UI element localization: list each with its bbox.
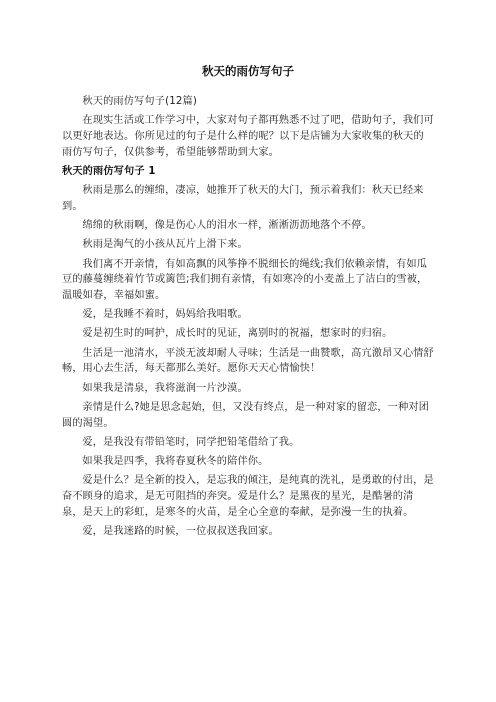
paragraph: 爱是什么？是全新的投入，是忘我的倾注，是纯真的洗礼，是勇敢的付出，是奋不顾身的追求，是无可阻挡的奔突。爱是什么？是黑夜的星光，是酷暑的清泉，是天上的彩虹，是寒冬的火苗，是全心全意的奉献，是弥漫一生的执着。 [62, 475, 434, 518]
paragraph: 秋天的雨仿写句子(12篇) [82, 96, 197, 107]
paragraph: 如果我是四季，我将春夏秋冬的陪伴你。 [82, 456, 269, 468]
paragraph: 爱，是我没有带铅笔时，同学把铅笔借给了我。 [82, 436, 300, 448]
paragraph: 我们离不开亲情，有如高飘的风筝挣不脱细长的绳线;我们依赖亲情，有如瓜豆的藤蔓缠绕着竹节或篱笆;我们拥有亲情，有如寒冷的小麦盖上了洁白的雪被，温暖如春，幸福如蜜。 [62, 258, 428, 302]
paragraph: 爱是初生时的呵护，成长时的见证，离别时的祝福，想家时的归宿。 [82, 328, 393, 340]
paragraph: 秋雨是那么的缠绵，凄凉，她推开了秋天的大门，预示着我们：秋天已经来到。 [62, 185, 424, 212]
paragraph: 如果我是清泉，我将滋润一片沙漠。 [82, 382, 248, 394]
document-title: 秋天的雨仿写句子 [202, 64, 294, 78]
paragraph: 爱，是我迷路的时候，一位叔叔送我回家。 [82, 525, 279, 537]
paragraph: 在现实生活或工作学习中，大家对句子都再熟悉不过了吧，借助句子，我们可以更好地表达。你所见过的句子是什么样的呢？以下是店铺为大家收集的秋天的雨仿写句子，仅供参考，希望能够帮助到大家。 [62, 115, 434, 158]
paragraph: 绵绵的秋雨啊，像是伤心人的泪水一样，淅淅沥沥地落个不停。 [82, 220, 372, 232]
paragraph: 亲情是什么?她是思念起始，但，又没有终点，是一种对家的留恋，一种对团圆的渴望。 [62, 401, 430, 429]
paragraph: 秋雨是淘气的小孩从瓦片上滑下来。 [82, 239, 248, 251]
paragraph: 生活是一池清水，平淡无波却耐人寻味；生活是一曲赞歌，高亢激昂又心情舒畅，用心去生活，每天都那么美好。愿你天天心情愉快！ [62, 347, 434, 375]
paragraph: 爱，是我睡不着时，妈妈给我唱歌。 [82, 309, 248, 321]
document-body [62, 94, 434, 543]
section-heading: 秋天的雨仿写句子 1 [62, 165, 156, 177]
